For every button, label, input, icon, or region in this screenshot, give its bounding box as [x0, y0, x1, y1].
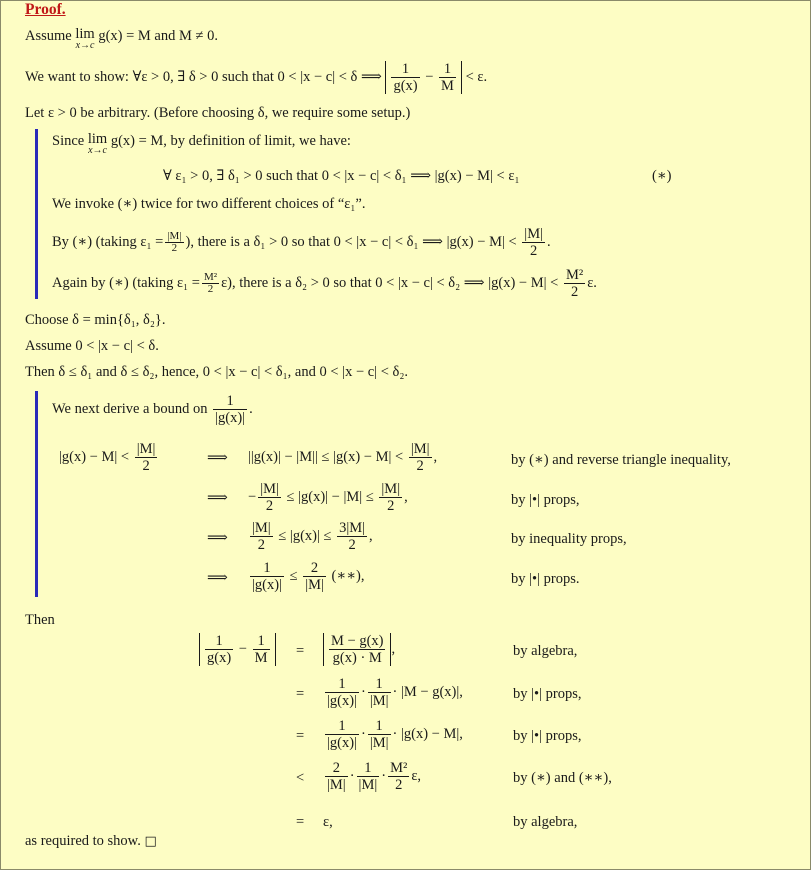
frac-denominator: |g(x)|: [252, 577, 282, 593]
let-line: Let ε > 0 be arbitrary. (Before choosing δ, we require some setup.): [25, 105, 411, 121]
frac-numerator: |M|: [167, 230, 182, 242]
choose-line: Choose δ = min{δ₁, δ₂}.: [25, 312, 166, 328]
since-text: g(x) = M, by definition of limit, we have:: [110, 133, 351, 149]
frac-numerator: 2: [325, 760, 348, 777]
chain-row-4: [323, 760, 421, 793]
chain-rel: =: [296, 728, 305, 744]
again-line: [52, 267, 597, 300]
frac-numerator: |M|: [252, 520, 271, 536]
assume2-line: Assume 0 < |x − c| < δ.: [25, 338, 159, 354]
frac-denominator: 2: [142, 458, 150, 474]
block-bar-2: [35, 391, 38, 597]
chain-lhs-frac-1: [205, 633, 233, 666]
lim-word: lim: [87, 131, 108, 147]
bound-reason-3: by inequality props,: [511, 531, 627, 547]
chain-lhs-abs: [199, 633, 276, 666]
row-expr: ≤ |g(x)| ≤: [278, 527, 332, 544]
row-frac: [303, 560, 326, 593]
limit-operator: [75, 27, 94, 51]
minus-sign: −: [238, 640, 247, 657]
dot: ·: [360, 683, 366, 700]
frac-numerator: |M|: [260, 481, 279, 497]
frac-denominator: |M|: [369, 693, 389, 709]
bound-row-2: [248, 481, 408, 514]
frac-denominator: |g(x)|: [327, 735, 357, 751]
frac-numerator: 1: [205, 633, 233, 650]
chain-frac: [329, 633, 385, 666]
row-tail: ,: [391, 640, 396, 657]
assume-statement: g(x) = M and M ≠ 0.: [98, 28, 218, 44]
row-frac: [409, 441, 432, 474]
chain-row-5: ε,: [323, 814, 333, 830]
conclusion-line: [25, 832, 157, 851]
frac-denominator: 2: [416, 458, 424, 474]
frac-numerator: M²: [565, 267, 584, 283]
chain-rel: =: [296, 686, 305, 702]
limit-operator: [88, 132, 107, 156]
chain-frac: [325, 676, 359, 709]
again-text-b: ε), there is a δ₂ > 0 so that 0 < |x − c| < δ₂ ⟹ |g(x) − M| <: [221, 274, 559, 291]
row-tail: ,: [433, 448, 438, 465]
then2-line: Then: [25, 612, 55, 628]
again-text-a: Again by (∗) (taking ε₁ =: [52, 274, 200, 291]
bound-arrow: ⟹: [207, 570, 228, 586]
goal-frac-2: [439, 61, 456, 94]
frac-numerator: |M|: [410, 441, 430, 457]
bound-frac: [564, 267, 585, 300]
frac-numerator: 1: [357, 760, 380, 777]
minus-sign: −: [425, 68, 434, 85]
then1-line: Then δ ≤ δ₁ and δ ≤ δ₂, hence, 0 < |x − c| < δ₁, and 0 < |x − c| < δ₂.: [25, 364, 409, 380]
frac-numerator: 1: [368, 676, 391, 693]
frac-denominator: |M|: [369, 735, 389, 751]
row-expr: ||g(x)| − |M|| ≤ |g(x) − M| <: [248, 448, 404, 465]
invoke-line: We invoke (∗) twice for two different choices of “ε₁”.: [52, 196, 366, 212]
frac-numerator: 3|M|: [339, 520, 366, 536]
dot: ·: [381, 767, 387, 784]
row-prefrac: [250, 560, 284, 593]
chain-lhs-frac-2: [253, 633, 270, 666]
chain-frac: [357, 760, 380, 793]
by-star-text-a: By (∗) (taking ε₁ =: [52, 233, 164, 250]
conclusion-text: as required to show.: [25, 833, 141, 849]
frac-numerator: 2: [303, 560, 326, 577]
frac-denominator: g(x): [207, 650, 232, 666]
by-star-line: [52, 226, 551, 259]
eps-end: ε.: [587, 274, 597, 291]
by-star-text-b: ), there is a δ₁ > 0 so that 0 < |x − c| < δ₁ ⟹ |g(x) − M| <: [185, 233, 517, 250]
row-tail: · |g(x) − M|,: [392, 725, 463, 742]
derive-frac: [213, 393, 247, 426]
frac-denominator: 2: [395, 777, 403, 793]
row-pre: −: [248, 488, 257, 505]
chain-reason-2: by |•| props,: [513, 686, 582, 702]
frac-denominator: 2: [387, 498, 395, 514]
chain-lhs: [199, 633, 276, 666]
dot: ·: [360, 725, 366, 742]
derive-text: We next derive a bound on: [52, 400, 208, 417]
row-frac: [379, 481, 402, 514]
row-expr: ≤: [289, 567, 298, 584]
chain-rel: =: [296, 814, 305, 830]
row-prefrac: [258, 481, 281, 514]
row-prefrac: [250, 520, 273, 553]
frac-numerator: 1: [325, 676, 359, 693]
chain-abs: [323, 633, 391, 666]
dot: ·: [349, 767, 355, 784]
frac-denominator: 2: [348, 537, 356, 553]
frac-denominator: |g(x)|: [215, 410, 246, 426]
bound-arrow: ⟹: [207, 530, 228, 546]
frac-numerator: M²: [390, 760, 408, 776]
assume-word: Assume: [25, 28, 72, 44]
goal-text: We want to show: ∀ε > 0, ∃ δ > 0 such that 0 < |x − c| < δ ⟹: [25, 68, 382, 85]
chain-frac: [388, 760, 409, 793]
period: .: [249, 400, 253, 417]
bound-row-1: [248, 441, 437, 474]
row-tail: ,: [369, 527, 373, 544]
frac-denominator: M: [441, 78, 454, 94]
derive-line: [52, 393, 253, 426]
frac-denominator: g(x) · M: [332, 650, 382, 666]
lim-word: lim: [75, 26, 95, 42]
frac-numerator: 1: [325, 718, 359, 735]
frac-denominator: |M|: [305, 577, 324, 593]
chain-frac: [325, 760, 348, 793]
assume-line: [25, 27, 218, 51]
frac-numerator: 1: [439, 61, 456, 78]
chain-frac: [368, 676, 391, 709]
row-tail: ε,: [411, 767, 422, 784]
row-frac: [337, 520, 367, 553]
frac-denominator: 2: [530, 243, 538, 259]
frac-numerator: 1: [368, 718, 391, 735]
bound-row-3: [248, 520, 373, 553]
definition-line: ∀ ε₁ > 0, ∃ δ₁ > 0 such that 0 < |x − c| < δ₁ ⟹ |g(x) − M| < ε₁: [163, 168, 520, 184]
since-word: Since: [52, 133, 85, 149]
lim-subscript: x→c: [88, 145, 107, 156]
chain-reason-1: by algebra,: [513, 643, 578, 659]
frac-denominator: |M|: [327, 777, 346, 793]
frac-numerator: |M|: [524, 226, 543, 242]
bound-reason-1: by (∗) and reverse triangle inequality,: [511, 452, 731, 468]
frac-denominator: 2: [171, 242, 178, 254]
goal-line: [25, 61, 487, 94]
frac-numerator: 1: [391, 61, 419, 78]
proof-title: Proof.: [25, 1, 66, 18]
bound-lhs-text: |g(x) − M| <: [59, 448, 130, 465]
chain-rel: <: [296, 770, 305, 786]
goal-frac-1: [391, 61, 419, 94]
bound-arrow: ⟹: [207, 490, 228, 506]
row-tail: (∗∗),: [331, 567, 365, 584]
eps-frac: [202, 272, 219, 295]
chain-row-1: [323, 633, 395, 666]
bound-arrow: ⟹: [207, 450, 228, 466]
row-expr: ≤ |g(x)| − |M| ≤: [286, 488, 374, 505]
frac-denominator: 2: [570, 284, 579, 300]
chain-rel: =: [296, 643, 305, 659]
frac-numerator: |M|: [136, 441, 156, 457]
bound-lhs: [59, 441, 159, 474]
eps-frac: [165, 231, 183, 254]
frac-denominator: g(x): [393, 78, 418, 94]
chain-row-2: [323, 676, 463, 709]
since-line: [52, 132, 351, 156]
bound-row-4: [248, 560, 365, 593]
frac-denominator: |M|: [358, 777, 378, 793]
lim-subscript: x→c: [75, 40, 95, 51]
frac-numerator: 1: [253, 633, 270, 650]
bound-reason-2: by |•| props,: [511, 492, 580, 508]
frac-numerator: 1: [250, 560, 284, 577]
bound-frac: [522, 226, 545, 259]
bound-reason-4: by |•| props.: [511, 571, 580, 587]
frac-numerator: |M|: [381, 481, 401, 497]
chain-row-3: [323, 718, 463, 751]
frac-denominator: 2: [257, 537, 265, 553]
chain-reason-4: by (∗) and (∗∗),: [513, 770, 612, 786]
frac-denominator: 2: [265, 498, 274, 514]
chain-frac: [325, 718, 359, 751]
frac-numerator: M − g(x): [331, 633, 384, 649]
qed-icon: □: [144, 834, 157, 849]
period: .: [547, 233, 551, 250]
goal-abs-expression: [385, 61, 462, 94]
bound-lhs-frac: [135, 441, 158, 474]
frac-denominator: M: [254, 650, 268, 666]
frac-denominator: |g(x)|: [327, 693, 357, 709]
chain-reason-3: by |•| props,: [513, 728, 582, 744]
frac-denominator: 2: [207, 283, 214, 295]
row-tail: ,: [404, 488, 408, 505]
frac-numerator: 1: [213, 393, 247, 410]
frac-numerator: M²: [203, 271, 218, 283]
goal-tail: < ε.: [465, 68, 488, 85]
chain-reason-5: by algebra,: [513, 814, 578, 830]
star-tag: (∗): [652, 168, 672, 184]
row-tail: · |M − g(x)|,: [392, 683, 463, 700]
chain-frac: [368, 718, 391, 751]
block-bar-1: [35, 129, 38, 299]
